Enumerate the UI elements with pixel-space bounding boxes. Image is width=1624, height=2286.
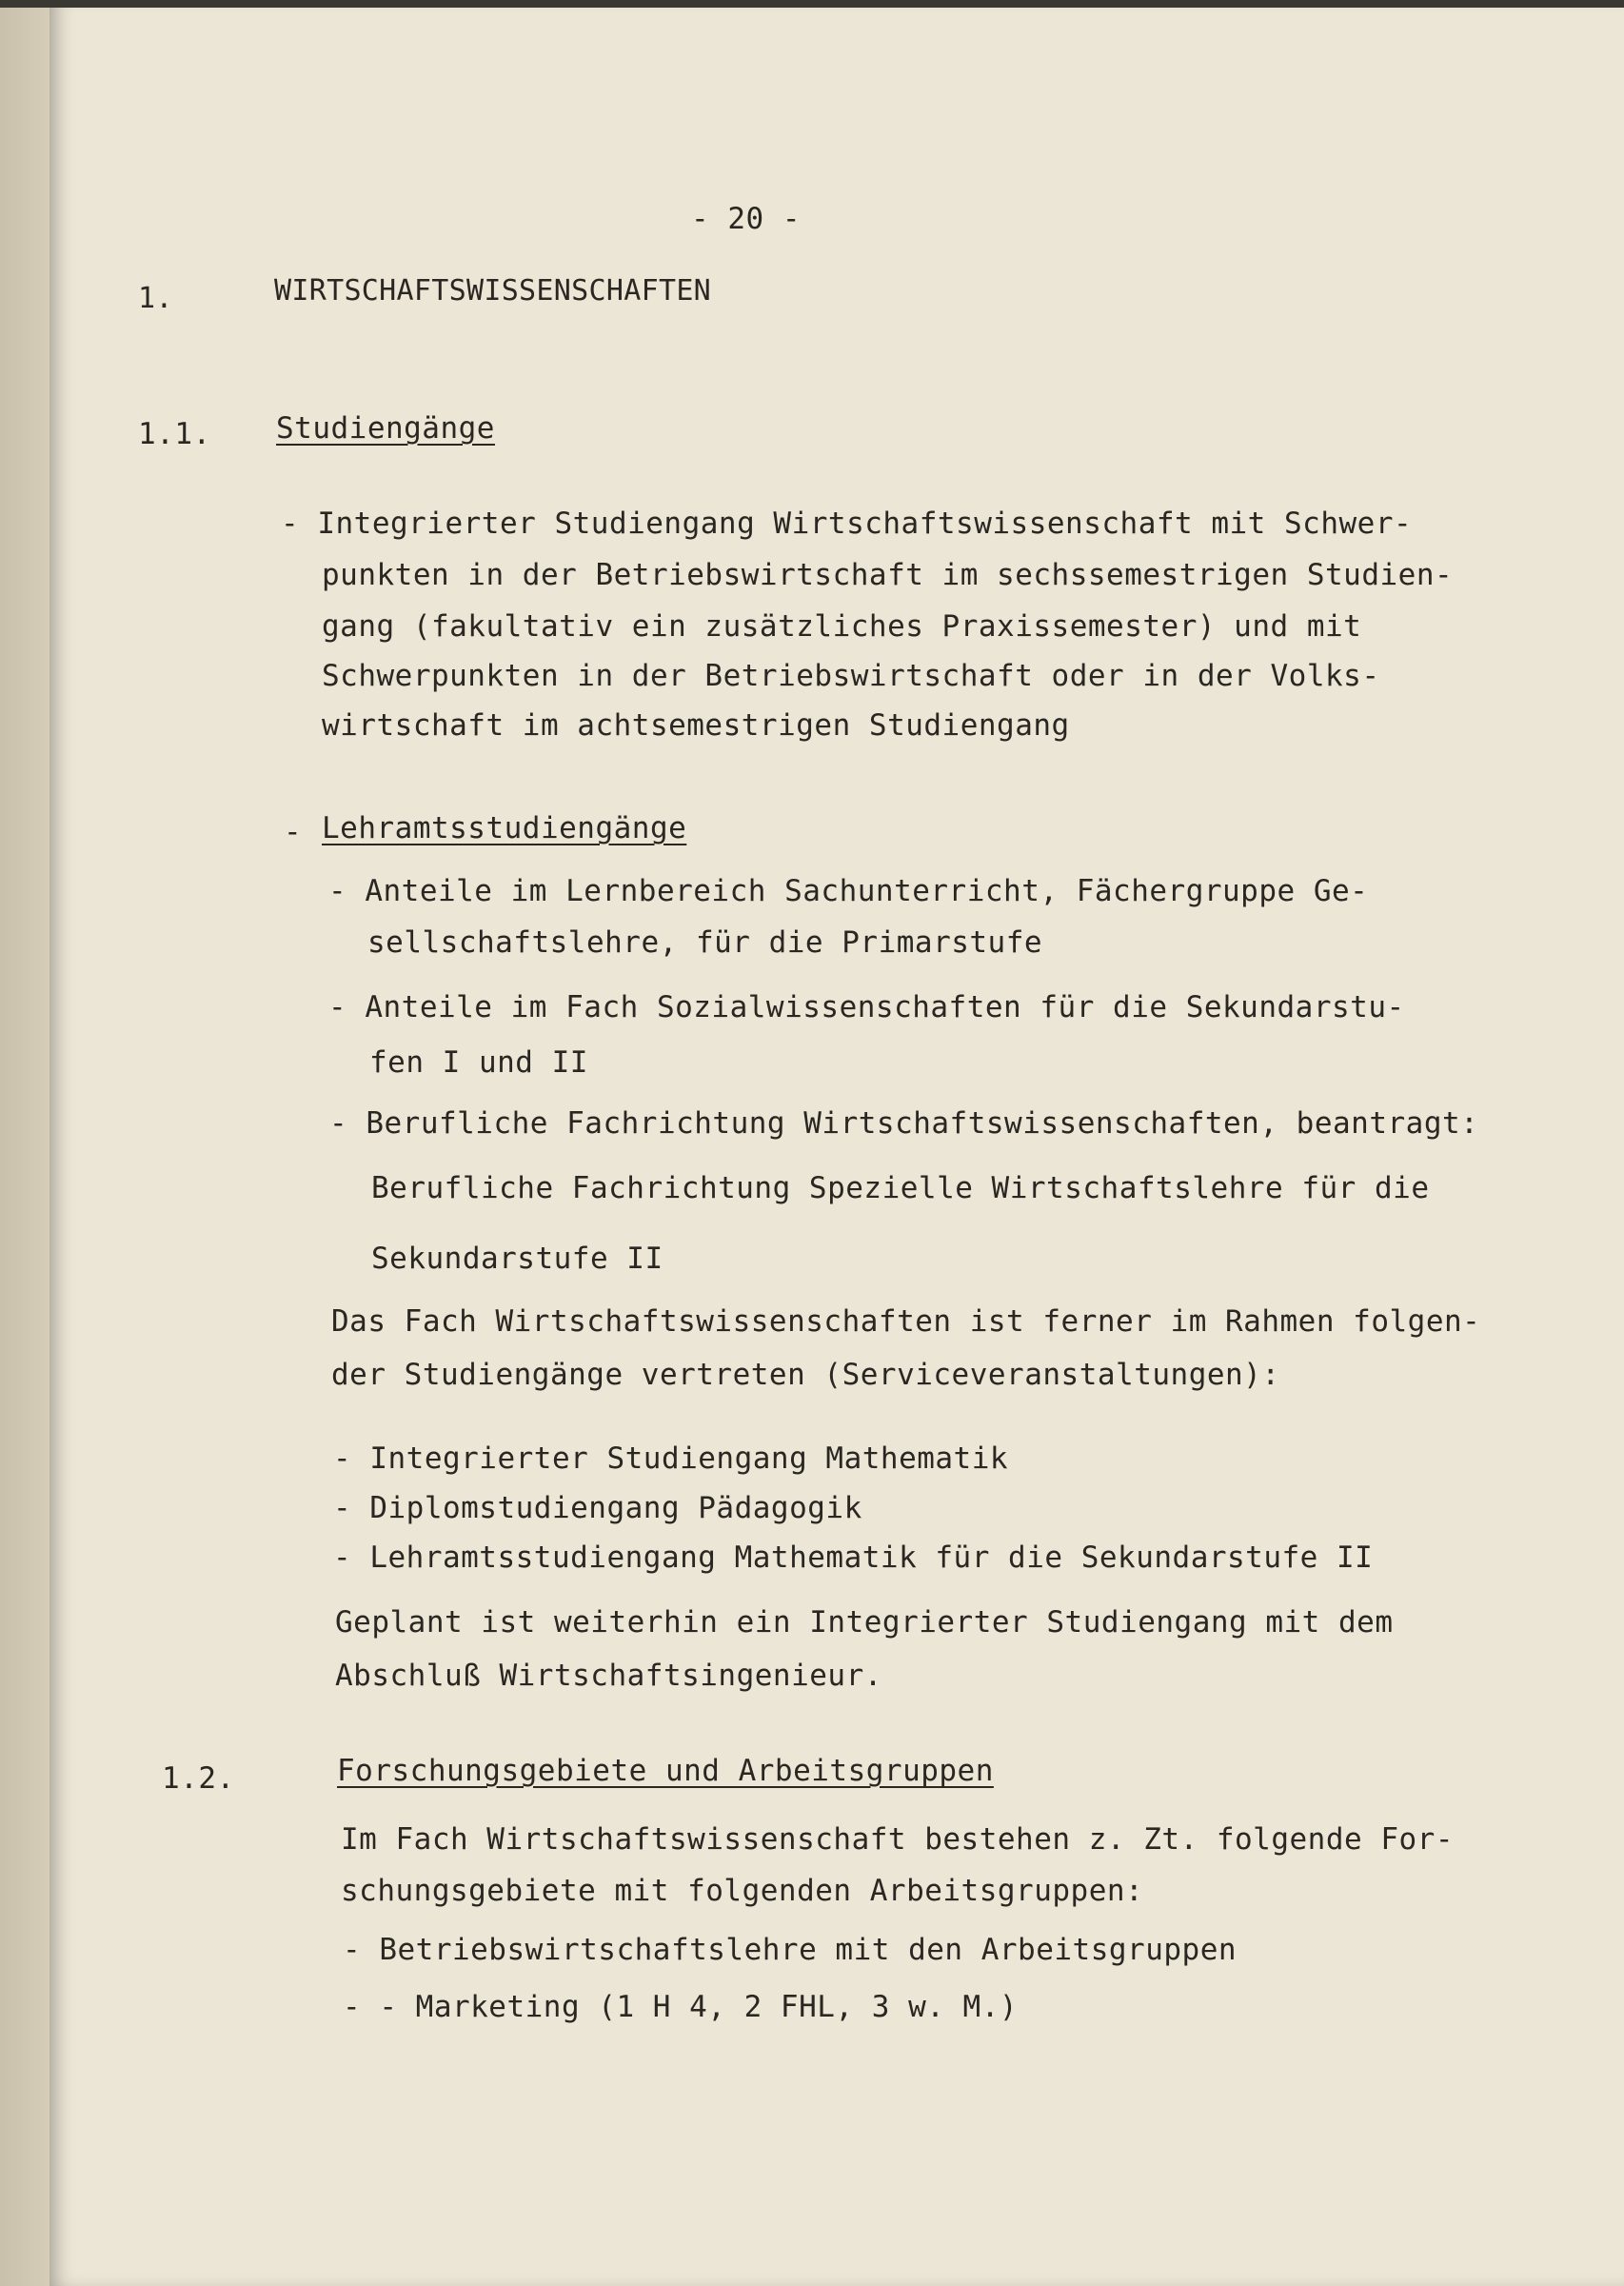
scan-top-border: [0, 0, 1624, 8]
research-intro-line-1: Im Fach Wirtschaftswissenschaft bestehen z. Zt. folgende For-: [341, 1822, 1454, 1857]
sub-beruflich-line-2: Berufliche Fachrichtung Spezielle Wirtschaftslehre für die: [371, 1171, 1430, 1205]
service-intro-line-2: der Studiengänge vertreten (Serviceveranstaltungen):: [331, 1358, 1280, 1392]
section-1-2-title: Forschungsgebiete und Arbeitsgruppen: [337, 1754, 994, 1788]
service-intro-line-1: Das Fach Wirtschaftswissenschaften ist ferner im Rahmen folgen-: [331, 1304, 1481, 1339]
service-item-lehramt-mathematik: - Lehramtsstudiengang Mathematik für die Sekundarstufe II: [333, 1541, 1374, 1575]
item-integrated-line-2: punkten in der Betriebswirtschaft im sechssemestrigen Studien-: [322, 558, 1454, 592]
sub-sekundarstufe-line-2: fen I und II: [369, 1045, 588, 1080]
item-integrated-line-4: Schwerpunkten in der Betriebswirtschaft oder in der Volks-: [322, 659, 1380, 693]
planned-line-1: Geplant ist weiterhin ein Integrierter Studiengang mit dem: [335, 1605, 1394, 1640]
service-item-paedagogik: - Diplomstudiengang Pädagogik: [333, 1491, 862, 1525]
section-1-1-title: Studiengänge: [276, 411, 495, 446]
item-lehramt-dash: -: [284, 815, 303, 849]
sub-beruflich-line-3: Sekundarstufe II: [371, 1242, 663, 1276]
sub-sekundarstufe-line-1: - Anteile im Fach Sozialwissenschaften für die Sekundarstu-: [328, 990, 1405, 1024]
planned-line-2: Abschluß Wirtschaftsingenieur.: [335, 1659, 882, 1693]
sub-primarstufe-line-1: - Anteile im Lernbereich Sachunterricht, Fächergruppe Ge-: [328, 874, 1369, 908]
page-number: - 20 -: [691, 202, 801, 236]
sub-primarstufe-line-2: sellschaftslehre, für die Primarstufe: [367, 925, 1043, 960]
section-1-2-number: 1.2.: [162, 1761, 235, 1796]
sub-beruflich-line-1: - Berufliche Fachrichtung Wirtschaftswissenschaften, beantragt:: [329, 1106, 1479, 1141]
item-integrated-line-1: - Integrierter Studiengang Wirtschaftswissenschaft mit Schwer-: [281, 507, 1413, 541]
section-1-1-number: 1.1.: [138, 417, 211, 451]
research-intro-line-2: schungsgebiete mit folgenden Arbeitsgruppen:: [341, 1874, 1144, 1908]
item-lehramt-title: Lehramtsstudiengänge: [322, 811, 687, 845]
research-item-bwl: - Betriebswirtschaftslehre mit den Arbeitsgruppen: [343, 1933, 1238, 1967]
item-integrated-line-3: gang (fakultativ ein zusätzliches Praxissemester) und mit: [322, 609, 1362, 644]
item-integrated-line-5: wirtschaft im achtsemestrigen Studiengang: [322, 708, 1070, 743]
service-item-mathematik: - Integrierter Studiengang Mathematik: [333, 1441, 1009, 1476]
binding-edge: [0, 0, 50, 2286]
section-1-title: WIRTSCHAFTSWISSENSCHAFTEN: [274, 274, 712, 308]
section-1-number: 1.: [138, 282, 173, 315]
research-item-marketing: - - Marketing (1 H 4, 2 FHL, 3 w. M.): [343, 1990, 1019, 2024]
